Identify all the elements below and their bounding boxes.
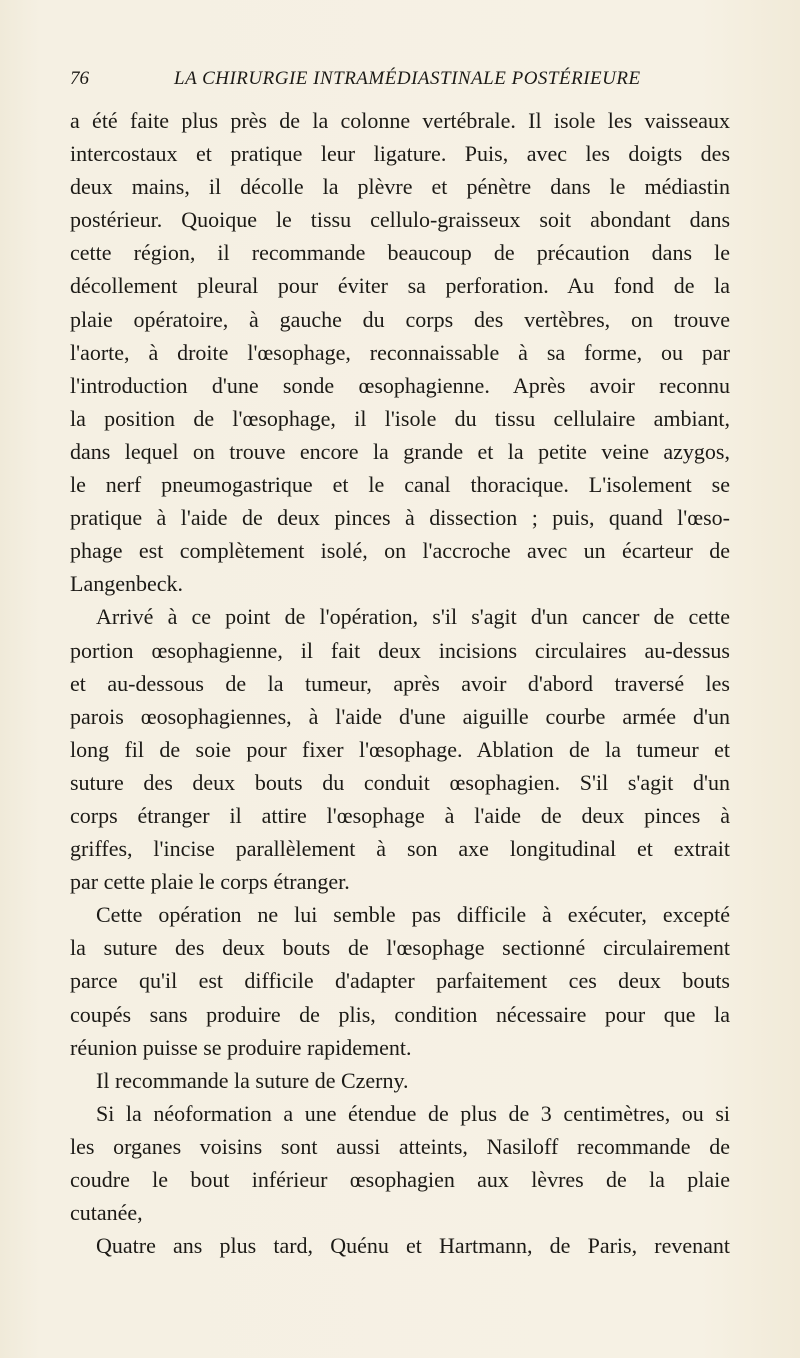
text-line: phage est complètement isolé, on l'accroche avec un écarteur de bbox=[70, 538, 730, 564]
text-line: cette région, il recommande beaucoup de précaution dans le bbox=[70, 240, 730, 266]
text-line: intercostaux et pratique leur ligature. Puis, avec les doigts des bbox=[70, 141, 730, 167]
text-line: dans lequel on trouve encore la grande et la petite veine azygos, bbox=[70, 438, 730, 464]
text-line: corps étranger il attire l'œsophage à l'aide de deux pinces à bbox=[70, 802, 730, 828]
text-line: deux mains, il décolle la plèvre et pénètre dans le médiastin bbox=[70, 174, 730, 200]
running-title: LA CHIRURGIE INTRAMÉDIASTINALE POSTÉRIEURE bbox=[174, 68, 641, 89]
text-line: la position de l'œsophage, il l'isole du tissu cellulaire ambiant, bbox=[70, 405, 730, 431]
text-line: parois œosophagiennes, à l'aide d'une aiguille courbe armée d'un bbox=[70, 703, 730, 729]
text-line: Arrivé à ce point de l'opération, s'il s'agit d'un cancer de cette bbox=[96, 604, 730, 630]
text-line: Quatre ans plus tard, Quénu et Hartmann, de Paris, revenant bbox=[96, 1233, 730, 1259]
text-line: portion œsophagienne, il fait deux incisions circulaires au-dessus bbox=[70, 637, 730, 663]
text-line: parce qu'il est difficile d'adapter parfaitement ces deux bouts bbox=[70, 968, 730, 994]
text-line: la suture des deux bouts de l'œsophage sectionné circulairement bbox=[70, 935, 730, 961]
text-line: long fil de soie pour fixer l'œsophage. Ablation de la tumeur et bbox=[70, 736, 730, 762]
text-line: réunion puisse se produire rapidement. bbox=[70, 1034, 412, 1060]
text-line: par cette plaie le corps étranger. bbox=[70, 869, 350, 895]
body-text bbox=[70, 104, 730, 1262]
text-line: cutanée, bbox=[70, 1200, 143, 1226]
text-line: coupés sans produire de plis, condition nécessaire pour que la bbox=[70, 1001, 730, 1027]
page-header bbox=[70, 68, 730, 94]
text-line: l'aorte, à droite l'œsophage, reconnaissable à sa forme, ou par bbox=[70, 339, 730, 365]
text-line: plaie opératoire, à gauche du corps des vertèbres, on trouve bbox=[70, 306, 730, 332]
text-line: Il recommande la suture de Czerny. bbox=[96, 1067, 409, 1093]
text-line: le nerf pneumogastrique et le canal thoracique. L'isolement se bbox=[70, 472, 730, 498]
text-line: les organes voisins sont aussi atteints, Nasiloff recommande de bbox=[70, 1133, 730, 1159]
page-number: 76 bbox=[70, 68, 89, 89]
text-line: postérieur. Quoique le tissu cellulo-graisseux soit abondant dans bbox=[70, 207, 730, 233]
text-line: Cette opération ne lui semble pas difficile à exécuter, excepté bbox=[96, 902, 730, 928]
text-line: a été faite plus près de la colonne vertébrale. Il isole les vaisseaux bbox=[70, 108, 730, 133]
text-line: l'introduction d'une sonde œsophagienne. Après avoir reconnu bbox=[70, 372, 730, 398]
text-line: et au-dessous de la tumeur, après avoir d'abord traversé les bbox=[70, 670, 730, 696]
text-line: suture des deux bouts du conduit œsophagien. S'il s'agit d'un bbox=[70, 769, 730, 795]
text-line: pratique à l'aide de deux pinces à dissection ; puis, quand l'œso- bbox=[70, 505, 730, 531]
text-line: décollement pleural pour éviter sa perforation. Au fond de la bbox=[70, 273, 730, 299]
text-line: Si la néoformation a une étendue de plus de 3 centimètres, ou si bbox=[96, 1100, 730, 1126]
text-line: Langenbeck. bbox=[70, 571, 183, 597]
text-line: griffes, l'incise parallèlement à son axe longitudinal et extrait bbox=[70, 836, 730, 862]
text-line: coudre le bout inférieur œsophagien aux lèvres de la plaie bbox=[70, 1167, 730, 1192]
